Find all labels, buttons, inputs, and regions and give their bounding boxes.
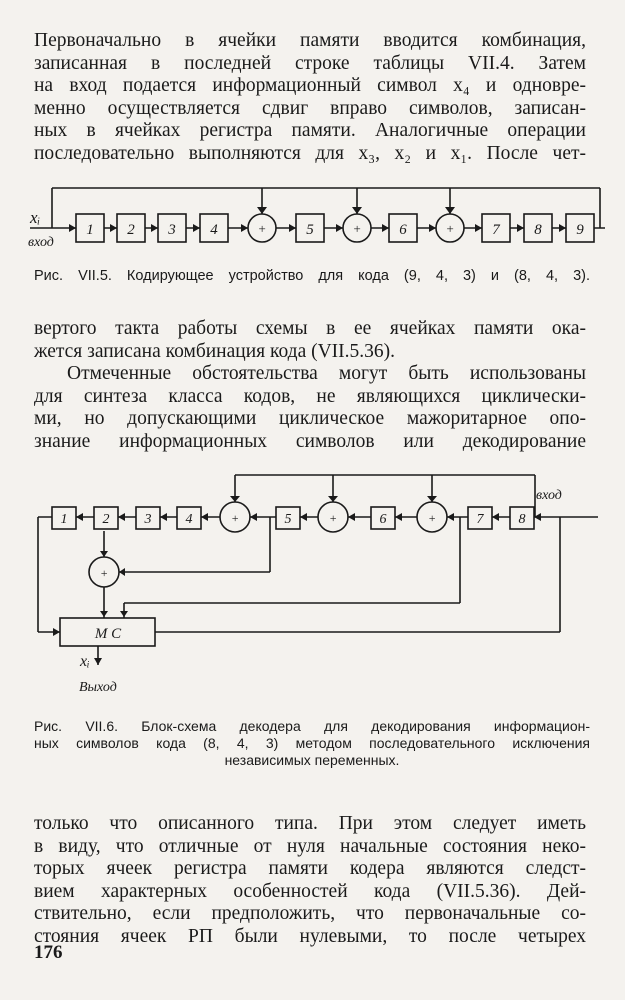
cell-label: 4 — [185, 512, 193, 527]
text-line: стояния ячеек РП были нулевыми, то после четырех — [34, 925, 586, 947]
mc-label: М С — [94, 626, 122, 642]
figure-6-decoder-diagram — [0, 465, 625, 705]
paragraph-2 — [34, 318, 586, 453]
page-number: 176 — [34, 942, 63, 963]
cell-label: 6 — [379, 512, 387, 527]
cell-label: 3 — [144, 512, 152, 527]
cell-label: 6 — [399, 222, 407, 238]
figure-5-encoder-diagram — [0, 180, 625, 270]
adder-symbol: + — [328, 511, 338, 525]
paragraph-3 — [34, 813, 586, 948]
text-line: ствительно, если предположить, что первоначальные со- — [34, 903, 586, 924]
input-label: вход — [28, 235, 54, 250]
text-line: последовательно выполняются для x₃, x₂ и x₁. После чет- — [34, 142, 586, 164]
text-line: жется записана комбинация кода (VII.5.36). — [34, 340, 396, 362]
adder-symbol: + — [230, 511, 240, 525]
text-line: менно осуществляется сдвиг вправо символов, записан- — [34, 97, 586, 119]
cell-label: 8 — [534, 222, 542, 238]
cell-label: 5 — [284, 512, 292, 527]
cell-label: 5 — [306, 222, 314, 238]
cell-label: 1 — [60, 512, 68, 527]
text-line: торых ячеек регистра памяти кодера являются следст- — [34, 858, 586, 879]
input-label: вход — [536, 488, 562, 503]
cell-label: 2 — [127, 222, 135, 238]
cell-label: 4 — [210, 222, 218, 238]
text-line: Отмеченные обстоятельства могут быть использованы — [67, 363, 586, 384]
paragraph-1 — [34, 30, 586, 165]
output-label: Выход — [79, 680, 117, 695]
cell-label: 7 — [492, 222, 500, 238]
cell-label: 3 — [168, 222, 176, 238]
caption-line: Рис. VII.5. Кодирующее устройство для кода (9, 4, 3) и (8, 4, 3). — [34, 268, 590, 284]
text-line: вертого такта работы схемы в ее ячейках памяти ока- — [34, 318, 586, 339]
cell-label: 8 — [518, 512, 526, 527]
text-line: только что описанного типа. При этом следует иметь — [34, 813, 586, 834]
text-line: для синтеза класса кодов, не являющихся циклически- — [34, 385, 586, 407]
input-symbol: xᵢ — [30, 208, 41, 227]
adder-symbol: + — [445, 221, 455, 236]
cell-label: 9 — [576, 222, 584, 238]
cell-label: 2 — [102, 512, 110, 527]
figure-5-caption — [34, 268, 590, 285]
text-line: вием характерных особенностей кода (VII.5.36). Дей- — [34, 880, 586, 902]
text-line: ми, но допускающими циклическое мажоритарное опо- — [34, 408, 586, 429]
text-line: Первоначально в ячейки памяти вводится комбинация, — [34, 30, 586, 51]
adder-symbol: + — [257, 221, 267, 236]
output-symbol: xᵢ — [80, 653, 90, 670]
text-line: ных в ячейках регистра памяти. Аналогичные операции — [34, 120, 586, 141]
cell-label: 7 — [476, 512, 484, 527]
caption-line: независимых переменных. — [224, 752, 400, 768]
text-line: в виду, что отличные от нуля начальные состояния неко- — [34, 835, 586, 857]
text-line: записанная в последней строке таблицы VII.4. Затем — [34, 52, 586, 74]
adder-symbol: + — [352, 221, 362, 236]
text-line: на вход подается информационный символ x₄ и одновре- — [34, 75, 586, 96]
cell-label: 1 — [86, 222, 94, 238]
caption-line: Рис. VII.6. Блок-схема декодера для декодирования информацион- — [34, 718, 590, 734]
adder-symbol: + — [427, 511, 437, 525]
adder-symbol: + — [99, 566, 109, 580]
figure-6-caption — [34, 718, 590, 769]
caption-line: ных символов кода (8, 4, 3) методом последовательного исключения — [34, 735, 590, 751]
text-line: знание информационных символов или декодирование — [34, 430, 586, 452]
